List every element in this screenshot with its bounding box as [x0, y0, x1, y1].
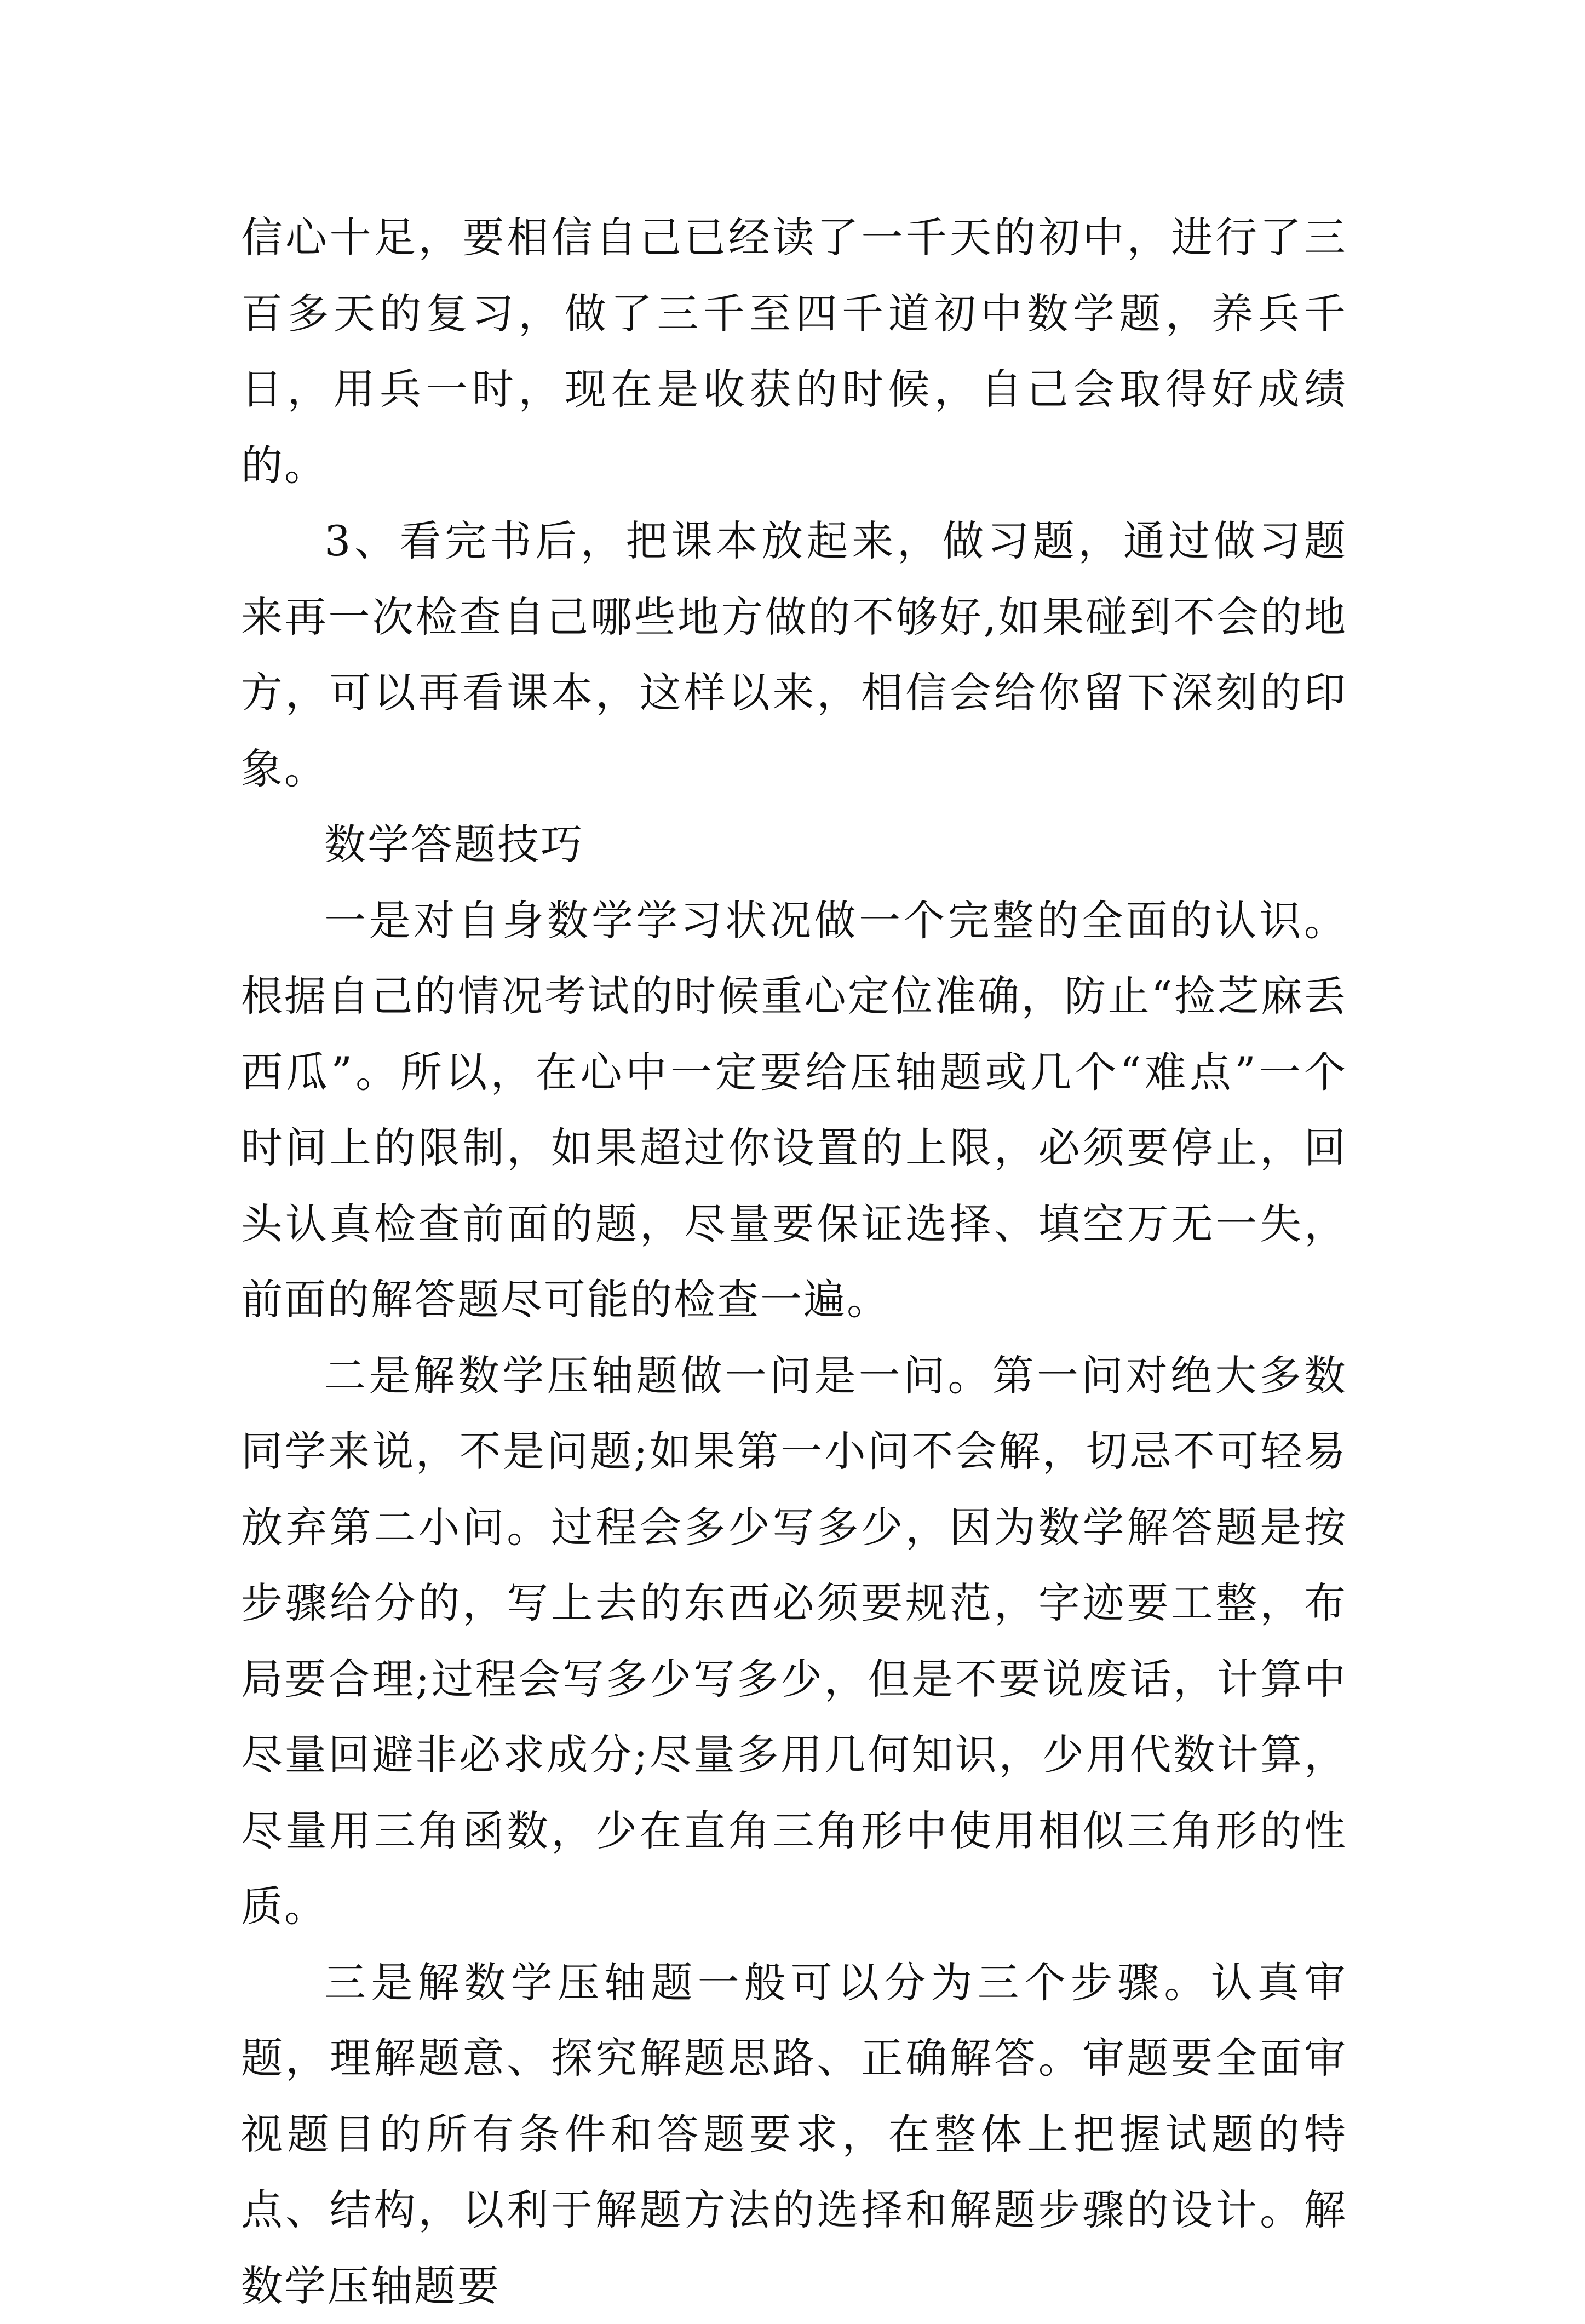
paragraph-tip-3: 三是解数学压轴题一般可以分为三个步骤。认真审题，理解题意、探究解题思路、正确解答。审题要全面审视题目的所有条件和答题要求，在整体上把握试题的特点、结构，以利于解题方法的选择和解题步骤的设计。解数学压轴题要	[241, 1945, 1347, 2324]
paragraph-tip-2: 二是解数学压轴题做一问是一问。第一问对绝大多数同学来说，不是问题;如果第一小问不会解，切忌不可轻易放弃第二小问。过程会多少写多少，因为数学解答题是按步骤给分的，写上去的东西必须要规范，字迹要工整，布局要合理;过程会写多少写多少，但是不要说废话，计算中尽量回避非必求成分;尽量多用几何知识，少用代数计算，尽量用三角函数，少在直角三角形中使用相似三角形的性质。	[241, 1338, 1347, 1945]
paragraph-tip-1: 一是对自身数学学习状况做一个完整的全面的认识。根据自己的情况考试的时候重心定位准确，防止“捡芝麻丢西瓜”。所以，在心中一定要给压轴题或几个“难点”一个时间上的限制，如果超过你设置的上限，必须要停止，回头认真检查前面的题，尽量要保证选择、填空万无一失，前面的解答题尽可能的检查一遍。	[241, 883, 1347, 1338]
paragraph-point-3: 3、看完书后，把课本放起来，做习题，通过做习题来再一次检查自己哪些地方做的不够好,如果碰到不会的地方，可以再看课本，这样以来，相信会给你留下深刻的印象。	[241, 503, 1347, 807]
section-heading: 数学答题技巧	[241, 807, 1347, 883]
paragraph-continuation: 信心十足，要相信自己已经读了一千天的初中，进行了三百多天的复习，做了三千至四千道初中数学题，养兵千日，用兵一时，现在是收获的时候，自己会取得好成绩的。	[241, 200, 1347, 503]
document-body	[241, 200, 1347, 2324]
